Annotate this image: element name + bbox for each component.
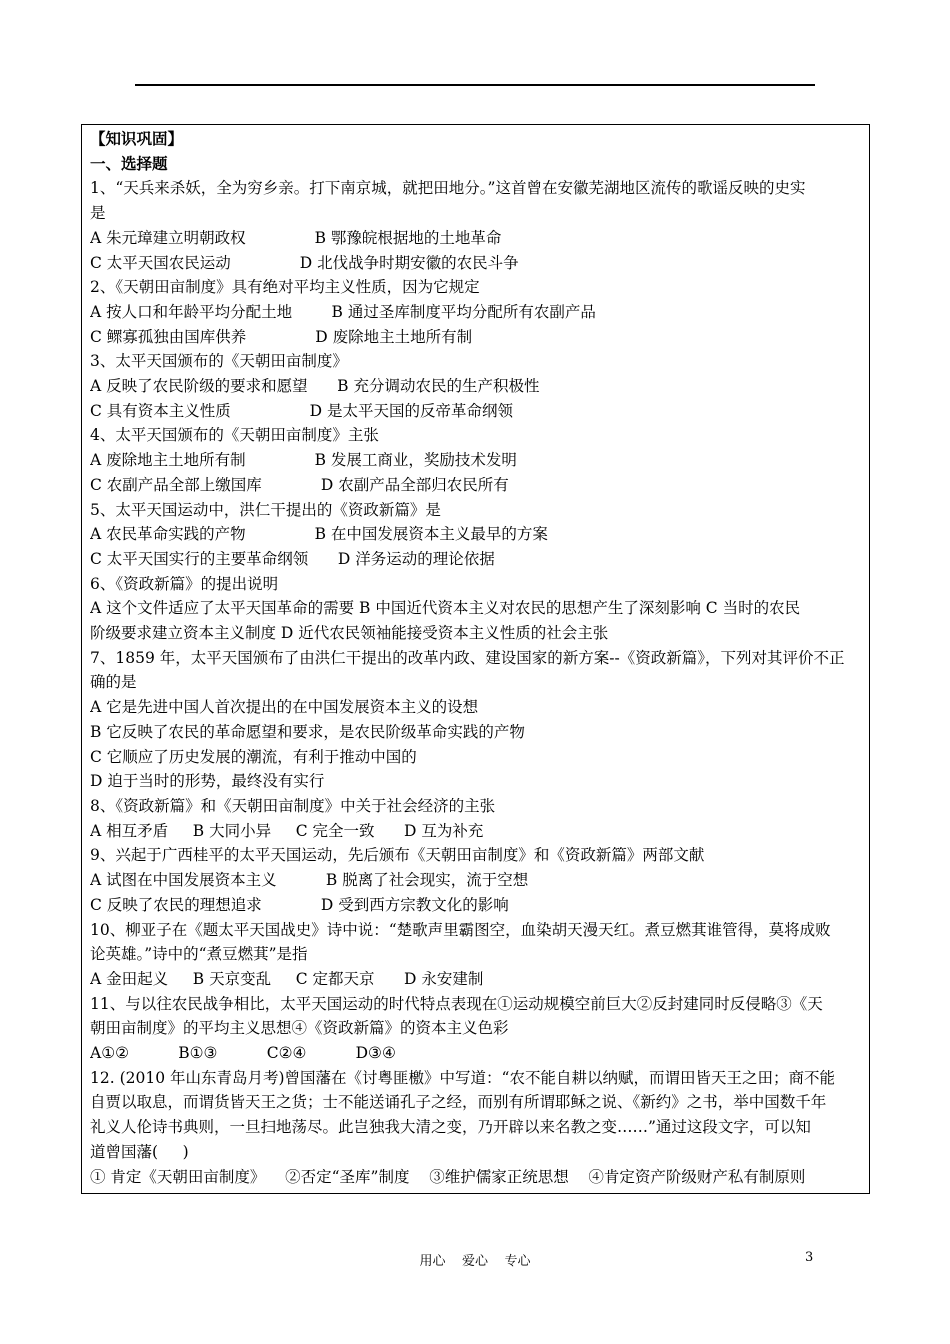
question-12-stem: 12. (2010 年山东青岛月考)曾国藩在《讨粤匪檄》中写道：“农不能自耕以纳赋，而谓田皆天王之田；商不能 [90, 1068, 835, 1087]
question-6-options: A 这个文件适应了太平天国革命的需要 B 中国近代资本主义对农民的思想产生了深刻影响 C 当时的农民 [90, 599, 801, 618]
question-7-option-b: B 它反映了农民的革命愿望和要求，是农民阶级革命实践的产物 [90, 722, 525, 741]
header-rule [135, 84, 815, 86]
question-9-options-ab: A 试图在中国发展资本主义 B 脱离了社会现实，流于空想 [90, 871, 529, 890]
question-12-options: ① 肯定《天朝田亩制度》 ②否定“圣库”制度 ③维护儒家正统思想 ④肯定资产阶级财产私有制原则 [90, 1167, 806, 1186]
question-10-options: A 金田起义 B 天京变乱 C 定都天京 D 永安建制 [90, 969, 484, 988]
question-6-stem: 6、《资政新篇》的提出说明 [90, 574, 279, 593]
question-12-stem-cont-3: 道曾国藩( ) [90, 1142, 189, 1161]
section-heading: 【知识巩固】 [90, 129, 184, 148]
question-1-stem: 1、“天兵来杀妖，全为穷乡亲。打下南京城，就把田地分。”这首曾在安徽芜湖地区流传的歌谣反映的史实 [90, 179, 806, 198]
question-10-stem-cont: 论英雄。”诗中的“煮豆燃萁”是指 [90, 945, 308, 964]
question-1-options-ab: A 朱元璋建立明朝政权 B 鄂豫皖根据地的土地革命 [90, 228, 502, 247]
question-12-stem-cont-1: 自贾以取息，而谓货皆天王之货；士不能送诵孔子之经，而别有所谓耶稣之说、《新约》之书，举中国数千年 [90, 1093, 827, 1112]
question-11-options: A①② B①③ C②④ D③④ [90, 1044, 396, 1063]
question-6-options-cont: 阶级要求建立资本主义制度 D 近代农民领袖能接受资本主义性质的社会主张 [90, 624, 609, 643]
question-9-stem: 9、兴起于广西桂平的太平天国运动，先后颁布《天朝田亩制度》和《资政新篇》两部文献 [90, 846, 705, 865]
page-number: 3 [805, 1250, 814, 1265]
question-4-options-ab: A 废除地主土地所有制 B 发展工商业，奖励技术发明 [90, 451, 517, 470]
question-2-stem: 2、《天朝田亩制度》具有绝对平均主义性质，因为它规定 [90, 278, 480, 297]
question-3-stem: 3、太平天国颁布的《天朝田亩制度》 [90, 352, 348, 371]
question-7-option-c: C 它顺应了历史发展的潮流，有利于推动中国的 [90, 747, 417, 766]
question-3-options-cd: C 具有资本主义性质 D 是太平天国的反帝革命纲领 [90, 401, 513, 420]
question-2-options-ab: A 按人口和年龄平均分配土地 B 通过圣库制度平均分配所有农副产品 [90, 302, 596, 321]
question-11-stem: 11、与以往农民战争相比，太平天国运动的时代特点表现在①运动规模空前巨大②反封建同时反侵略③《天 [90, 994, 823, 1013]
question-7-stem-cont: 确的是 [90, 673, 137, 692]
exercise-box [81, 124, 870, 1194]
footer-motto: 用心 爱心 专心 [419, 1254, 531, 1269]
question-7-option-a: A 它是先进中国人首次提出的在中国发展资本主义的设想 [90, 698, 479, 717]
question-5-options-cd: C 太平天国实行的主要革命纲领 D 洋务运动的理论依据 [90, 549, 495, 568]
question-5-options-ab: A 农民革命实践的产物 B 在中国发展资本主义最早的方案 [90, 525, 548, 544]
question-10-stem: 10、柳亚子在《题太平天国战史》诗中说：“楚歌声里霸图空，血染胡天漫天红。煮豆燃萁谁管得，莫将成败 [90, 920, 831, 939]
subsection-heading: 一、选择题 [90, 153, 168, 173]
question-9-options-cd: C 反映了农民的理想追求 D 受到西方宗教文化的影响 [90, 895, 509, 914]
question-3-options-ab: A 反映了农民阶级的要求和愿望 B 充分调动农民的生产积极性 [90, 377, 540, 396]
question-8-options: A 相互矛盾 B 大同小异 C 完全一致 D 互为补充 [90, 821, 484, 840]
question-1-stem-cont: 是 [90, 204, 106, 223]
question-7-option-d: D 迫于当时的形势，最终没有实行 [90, 772, 325, 791]
question-8-stem: 8、《资政新篇》和《天朝田亩制度》中关于社会经济的主张 [90, 796, 496, 815]
question-1-options-cd: C 太平天国农民运动 D 北伐战争时期安徽的农民斗争 [90, 253, 519, 272]
question-4-stem: 4、太平天国颁布的《天朝田亩制度》主张 [90, 426, 379, 445]
question-5-stem: 5、太平天国运动中，洪仁干提出的《资政新篇》是 [90, 500, 441, 519]
question-7-stem: 7、1859 年，太平天国颁布了由洪仁干提出的改革内政、建设国家的新方案--《资政新篇》，下列对其评价不正 [90, 648, 845, 667]
question-12-stem-cont-2: 礼义人伦诗书典则，一旦扫地荡尽。此岂独我大清之变，乃开辟以来名教之变……”通过这段文字，可以知 [90, 1118, 811, 1137]
question-2-options-cd: C 鳏寡孤独由国库供养 D 废除地主土地所有制 [90, 327, 473, 346]
question-4-options-cd: C 农副产品全部上缴国库 D 农副产品全部归农民所有 [90, 475, 509, 494]
question-11-stem-cont: 朝田亩制度》的平均主义思想④《资政新篇》的资本主义色彩 [90, 1019, 509, 1038]
